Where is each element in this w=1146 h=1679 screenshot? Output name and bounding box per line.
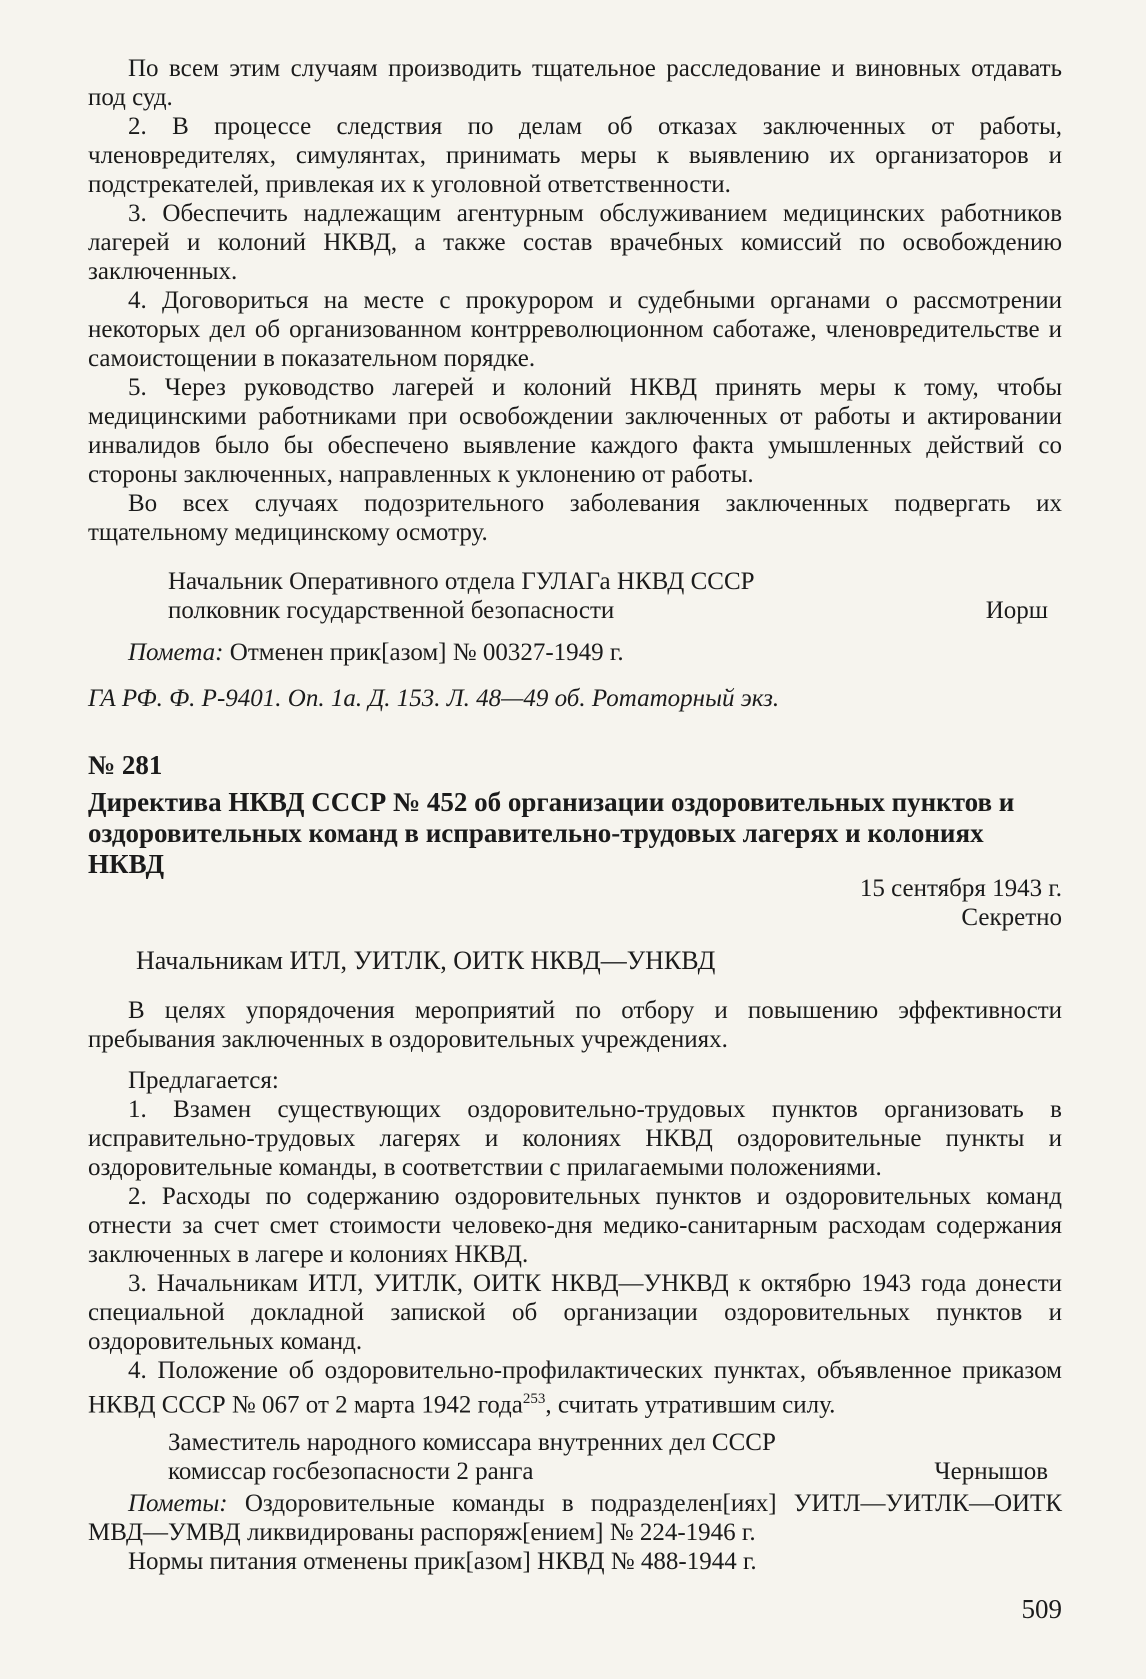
addressee-text: Начальникам ИТЛ, УИТЛК, ОИТК НКВД—УНКВД [136,946,716,975]
annotation [128,638,1062,667]
list-item: 4. Положение об оздоровительно-профилактических пунктах, объявленное приказом НКВД СССР № 067 от 2 марта 1942 года$^{253}$, считать утратившим силу. [88,1357,1062,1419]
classification-stamp: Секретно [961,904,1062,931]
annotations [88,1489,1062,1576]
signatory-rank: полковник государственной безопасности [168,597,615,624]
footnote-ref[interactable]: 253 [522,1391,546,1407]
document-title: Директива НКВД СССР № 452 об организации оздоровительных пунктов и оздоровительных команд в исправительно-трудовых лагерях и колониях НКВД [88,787,1015,879]
archive-reference [88,684,1062,713]
paragraph: Во всех случаях подозрительного заболевания заключенных подвергать их тщательному медицинскому осмотру. [88,490,1062,546]
paragraph: 4. Договориться на месте с прокурором и судебными органами о рассмотрении некоторых дел об организованном контрреволюционном саботаже, членовредительстве и самоистощении в показательном порядке. [88,287,1062,372]
annotation-text: Отменен прик[азом] № 00327-1949 г. [223,639,624,666]
paragraph: В целях упорядочения мероприятий по отбору и повышению эффективности пребывания заключенных в оздоровительных учреждениях. [88,997,1062,1053]
signatory-title: Заместитель народного комиссара внутренних дел СССР [168,1429,776,1456]
list-item: 2. Расходы по содержанию оздоровительных пунктов и оздоровительных команд отнести за счет смет стоимости человеко-дня медико-санитарным расходам содержания заключенных в лагере и колониях НКВД. [88,1183,1062,1268]
annotations-text: Нормы питания отменены прик[азом] НКВД № 488-1944 г. [128,1548,757,1575]
previous-document-body [88,54,1062,547]
list-item: 3. Начальникам ИТЛ, УИТЛК, ОИТК НКВД—УНКВД к октябрю 1943 года донести специальной докладной запиской об организации оздоровительных пунктов и оздоровительных команд. [88,1270,1062,1355]
signature-block [88,567,1062,625]
signatory-title: Начальник Оперативного отдела ГУЛАГа НКВД СССР [168,568,755,595]
addressee [136,946,1062,975]
list-item: 1. Взамен существующих оздоровительно-трудовых пунктов организовать в исправительно-трудовых лагерях и колониях НКВД оздоровительные пункты и оздоровительные команды, в соответствии с прилагаемыми положениями. [88,1096,1062,1181]
annotation-label: Помета: [128,639,224,666]
document-number: № 281 [88,750,163,780]
paragraph: 5. Через руководство лагерей и колоний НКВД принять меры к тому, чтобы медицинскими работниками при освобождении заключенных от работы и актировании инвалидов было бы обеспечено выявление каждого факта умышленных действий со стороны заключенных, направленных к уклонению от работы. [88,374,1062,488]
archive-source: ГА РФ. Ф. Р-9401. Оп. 1а. Д. 153. Л. 48—49 об. Ротаторный экз. [88,685,780,712]
signature-block [88,1428,1062,1486]
document-date: 15 сентября 1943 г. [859,875,1062,902]
directive-body [88,996,1062,1419]
annotations-text: Оздоровительные команды в подразделен[иях] УИТЛ—УИТЛК—ОИТК МВД—УМВД ликвидированы распоряж[ением] № 224-1946 г. [88,1490,1062,1546]
paragraph: По всем этим случаям производить тщательное расследование и виновных отдавать под суд. [88,55,1062,111]
signatory-rank: комиссар госбезопасности 2 ранга [168,1458,534,1485]
paragraph: 3. Обеспечить надлежащим агентурным обслуживанием медицинских работников лагерей и колоний НКВД, а также состав врачебных комиссий по освобождению заключенных. [88,200,1062,285]
paragraph: 2. В процессе следствия по делам об отказах заключенных от работы, членовредителях, симулянтах, принимать меры к выявлению их организаторов и подстрекателей, привлекая их к уголовной ответственности. [88,113,1062,198]
annotations-label: Пометы: [128,1490,228,1517]
signatory-name: Чернышов [934,1458,1048,1485]
signatory-name: Иорш [985,597,1048,624]
page-number: 509 [1021,1594,1062,1624]
paragraph: Предлагается: [128,1067,279,1094]
